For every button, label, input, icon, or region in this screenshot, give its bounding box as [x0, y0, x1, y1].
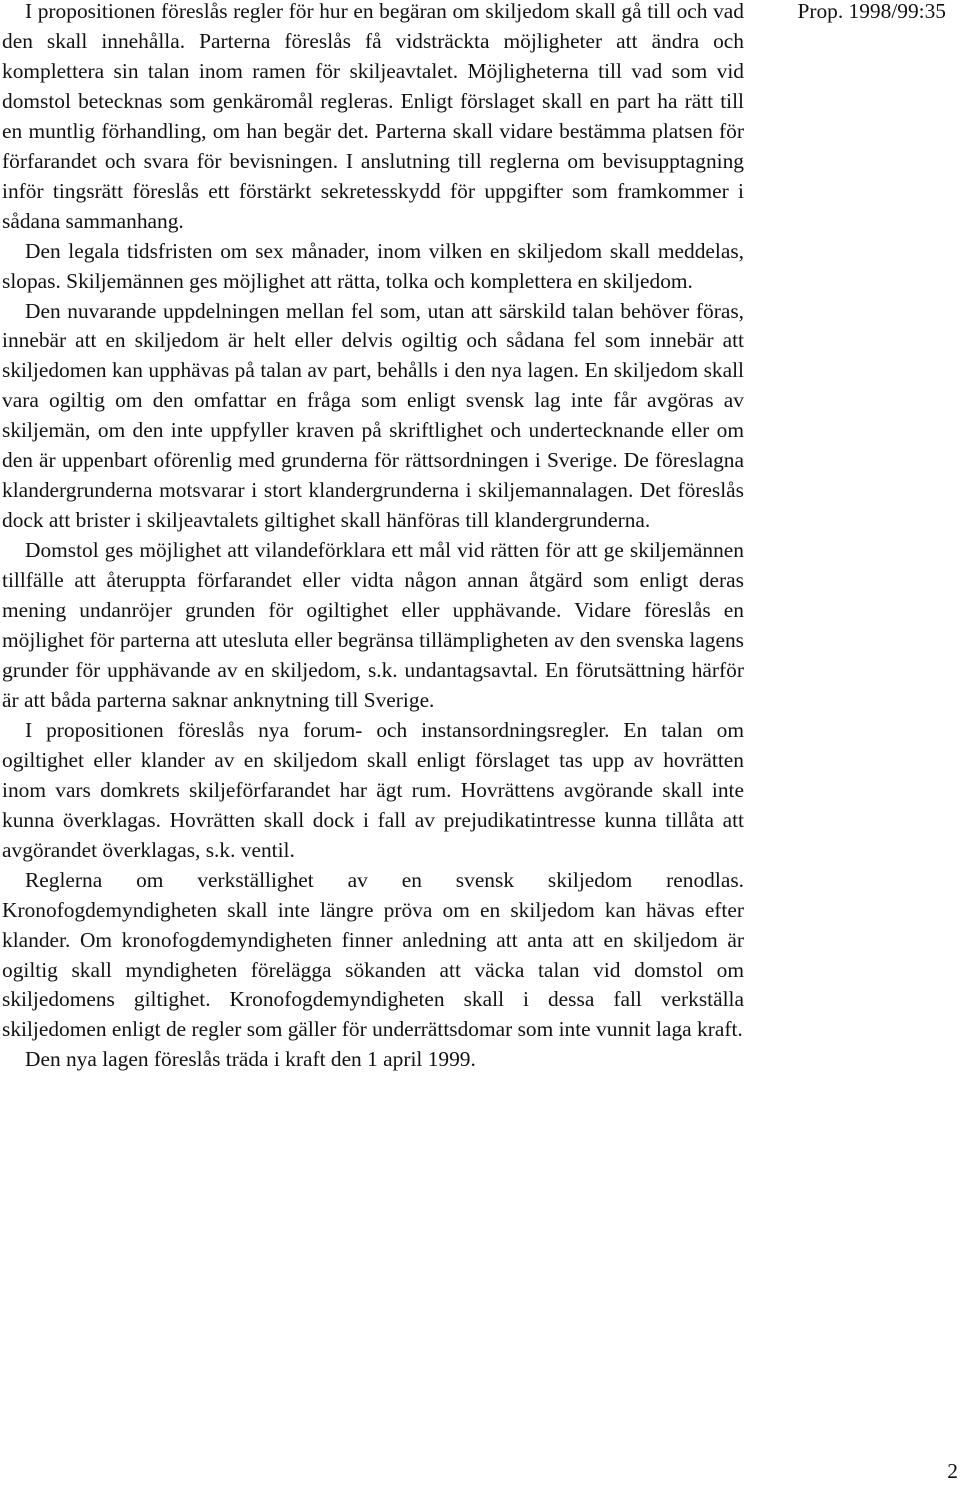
paragraph-stay-proceedings: Domstol ges möjlighet att vilandeförklara ett mål vid rätten för att ge skiljemännen tillfälle att återuppta förfarandet eller vidta någon annan åtgärd som enligt deras mening undanröjer grunden för ogiltighet eller upphävande. Vidare föreslås en möjlighet för parterna att utesluta eller begränsa tillämpligheten av den svenska lagens grunder för upphävande av en skiljedom, s.k. undantagsavtal. En förutsättning härför är att båda parterna saknar anknytning till Sverige. — [2, 538, 744, 712]
paragraph-invalidity: Den nuvarande uppdelningen mellan fel som, utan att särskild talan behöver föras, innebär att en skiljedom är helt eller delvis ogiltig och sådana fel som innebär att skiljedomen kan upphävas på talan av part, behålls i den nya lagen. En skiljedom skall vara ogiltig om den omfattar en fråga som enligt svensk lag inte får avgöras av skiljemän, om den inte uppfyller kraven på skriftlighet och undertecknande eller om den är uppenbart oförenlig med grunderna för rättsordningen i Sverige. De föreslagna klandergrunderna motsvarar i stort klandergrunderna i skiljemannalagen. Det föreslås dock att brister i skiljeavtalets giltighet skall hänföras till klandergrunderna. — [2, 298, 744, 533]
paragraph-entry-into-force: Den nya lagen föreslås träda i kraft den 1 april 1999. — [25, 1047, 476, 1072]
body-text — [2, 0, 744, 1075]
proposition-reference: Prop. 1998/99:35 — [797, 0, 946, 23]
paragraph-enforcement: Reglerna om verkställighet av en svensk skiljedom renodlas. Kronofogdemyndigheten skall inte längre pröva om en skiljedom kan hävas efter klander. Om kronofogdemyndigheten finner anledning att anta att en skiljedom är ogiltig skall myndigheten förelägga sökanden att väcka talan vid domstol om skiljedomens giltighet. Kronofogdemyndigheten skall i dessa fall verkställa skiljedomen enligt de regler som gäller för underrättsdomar som inte vunnit laga kraft. — [2, 867, 744, 1042]
paragraph-procedure-rules: I propositionen föreslås regler för hur en begäran om skiljedom skall gå till och vad den skall innehålla. Parterna föreslås få vidsträckta möjligheter att ändra och komplettera sin talan inom ramen för skiljeavtalet. Möjligheterna till vad som vid domstol betecknas som genkäromål regleras. Enligt förslaget skall en part ha rätt till en muntlig förhandling, om han begär det. Parterna skall vidare bestämma platsen för förfarandet och svara för bevisningen. I anslutning till reglerna om bevisupptagning inför tingsrätt föreslås ett förstärkt sekretesskydd för uppgifter som framkommer i sådana sammanhang. — [2, 0, 744, 233]
paragraph-time-limit: Den legala tidsfristen om sex månader, inom vilken en skiljedom skall meddelas, slopas. Skiljemännen ges möjlighet att rätta, tolka och komplettera en skiljedom. — [2, 238, 744, 293]
paragraph-forum-rules: I propositionen föreslås nya forum- och instansordningsregler. En talan om ogiltighet eller klander av en skiljedom skall enligt förslaget tas upp av hovrätten inom vars domkrets skiljeförfarandet har ägt rum. Hovrättens avgörande skall inte kunna överklagas. Hovrätten skall dock i fall av prejudikatintresse kunna tillåta att avgörandet överklagas, s.k. ventil. — [2, 717, 744, 862]
page-number: 2 — [947, 1459, 958, 1483]
